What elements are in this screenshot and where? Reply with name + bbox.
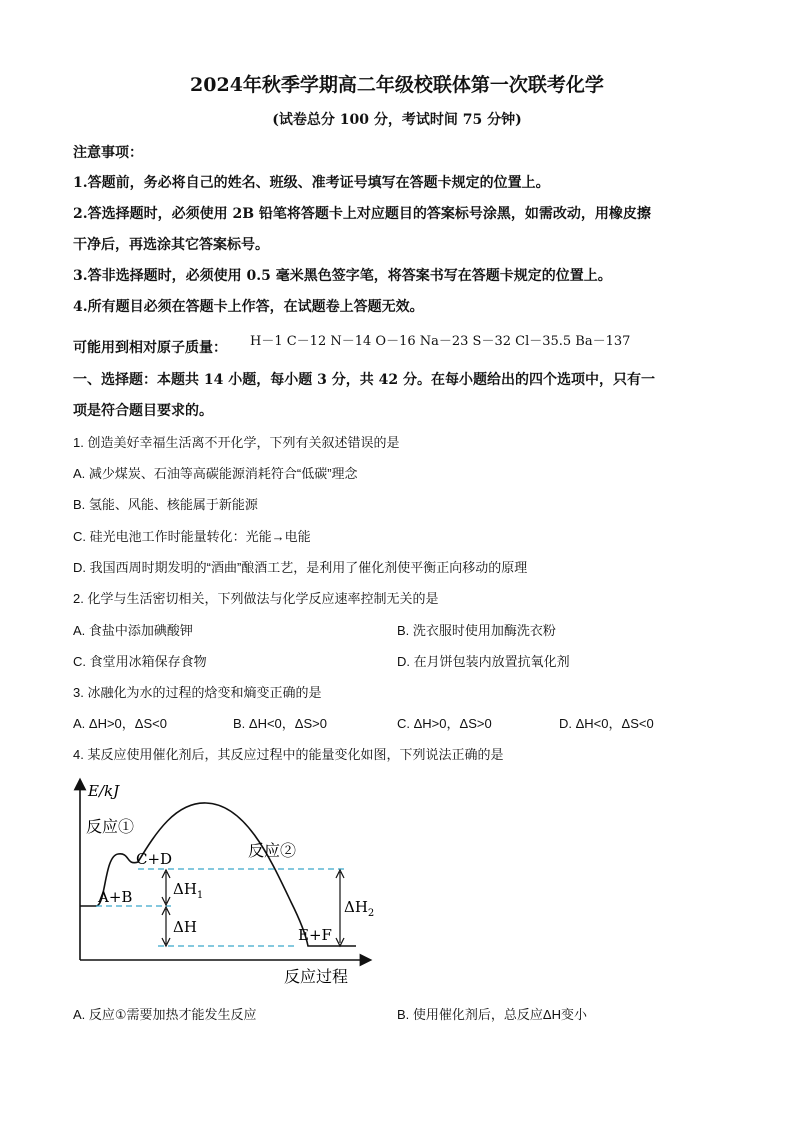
- q3-option-d: D. ΔH<0，ΔS<0: [559, 716, 654, 731]
- exam-subtitle: (试卷总分 100 分，考试时间 75 分钟): [272, 112, 522, 128]
- q2-option-d: D. 在月饼包装内放置抗氧化剂: [397, 654, 570, 669]
- dh1-label: $\Delta H_1$: [173, 880, 204, 901]
- q2-option-c: C. 食堂用冰箱保存食物: [73, 654, 207, 669]
- notes-heading: 注意事项：: [73, 145, 143, 161]
- ef-label: E+F: [298, 926, 332, 944]
- atomic-mass-label: 可能用到相对原子质量：: [73, 340, 227, 356]
- dh-label: ΔH: [173, 918, 197, 936]
- note-item-4: 4.所有题目必须在答题卡上作答，在试题卷上答题无效。: [73, 299, 424, 315]
- atomic-mass-values: H－1 C－12 N－14 O－16 Na－23 S－32 Cl－35.5 Ba－137: [250, 334, 631, 349]
- q2-option-b: B. 洗衣服时使用加酶洗衣粉: [397, 623, 556, 638]
- x-axis-label: 反应过程: [284, 967, 349, 986]
- exam-title: 2024年秋季学期高二年级校联体第一次联考化学: [190, 74, 604, 96]
- y-axis-label: E/kJ: [88, 782, 120, 800]
- note-item-2-cont: 干净后，再选涂其它答案标号。: [73, 237, 269, 253]
- q4-stem: 4. 某反应使用催化剂后，其反应过程中的能量变化如图，下列说法正确的是: [73, 747, 504, 762]
- energy-diagram: [66, 770, 386, 990]
- q1-option-c: C. 硅光电池工作时能量转化：光能→电能: [73, 529, 311, 544]
- q1-option-b: B. 氢能、风能、核能属于新能源: [73, 497, 258, 512]
- q1-stem: 1. 创造美好幸福生活离不开化学，下列有关叙述错误的是: [73, 435, 400, 450]
- q3-stem: 3. 冰融化为水的过程的焓变和熵变正确的是: [73, 685, 322, 700]
- note-item-1: 1.答题前，务必将自己的姓名、班级、准考证号填写在答题卡规定的位置上。: [73, 175, 550, 191]
- q3-option-a: A. ΔH>0，ΔS<0: [73, 716, 167, 731]
- cd-label: C+D: [136, 850, 173, 868]
- reaction-2-label: 反应②: [248, 841, 297, 860]
- note-item-2: 2.答选择题时，必须使用 2B 铅笔将答题卡上对应题目的答案标号涂黑，如需改动，用橡皮擦: [73, 206, 651, 222]
- q3-option-c: C. ΔH>0，ΔS>0: [397, 716, 492, 731]
- note-item-3: 3.答非选择题时，必须使用 0.5 毫米黑色签字笔，将答案书写在答题卡规定的位置上。: [73, 268, 612, 284]
- reaction-1-label: 反应①: [86, 817, 135, 836]
- dh2-label: $\Delta H_2$: [344, 898, 375, 919]
- q1-option-d: D. 我国西周时期发明的“酒曲”酿酒工艺，是利用了催化剂使平衡正向移动的原理: [73, 560, 528, 575]
- section-1-heading: 一、选择题：本题共 14 小题，每小题 3 分，共 42 分。在每小题给出的四个选项中，只有一: [73, 372, 655, 388]
- q2-stem: 2. 化学与生活密切相关，下列做法与化学反应速率控制无关的是: [73, 591, 439, 606]
- ab-label: A+B: [98, 888, 133, 906]
- q4-option-a: A. 反应①需要加热才能发生反应: [73, 1007, 257, 1022]
- q1-option-a: A. 减少煤炭、石油等高碳能源消耗符合“低碳”理念: [73, 466, 358, 481]
- q2-option-a: A. 食盐中添加碘酸钾: [73, 623, 193, 638]
- q3-option-b: B. ΔH<0，ΔS>0: [233, 716, 327, 731]
- q4-option-b: B. 使用催化剂后，总反应ΔH变小: [397, 1007, 587, 1022]
- section-1-heading-cont: 项是符合题目要求的。: [73, 403, 213, 419]
